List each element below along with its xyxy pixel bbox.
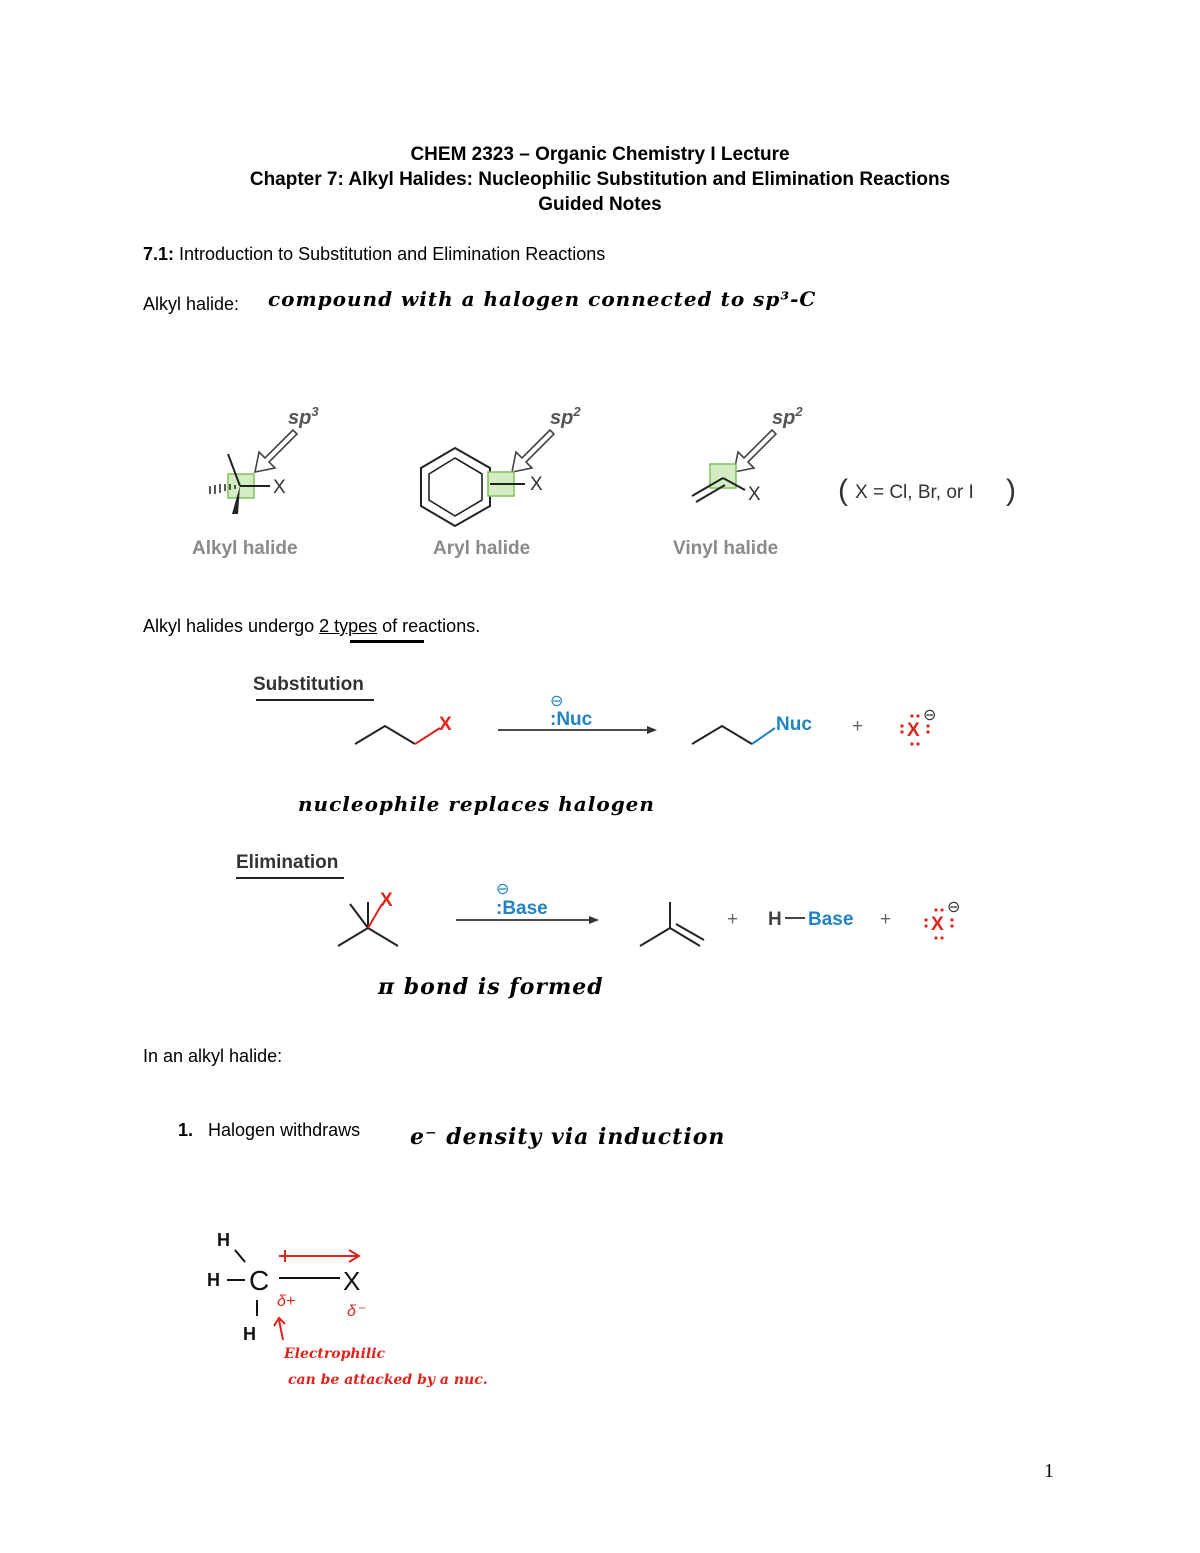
alkyl-halide-label: Alkyl halide (192, 538, 298, 559)
svg-text:sp2 (772, 404, 803, 429)
pointer-arrow-icon (279, 1320, 283, 1340)
substitution-plus: + (852, 716, 864, 737)
aryl-x: X (530, 474, 543, 495)
elimination-plus-2: + (880, 909, 892, 930)
elimination-handwritten-note: π bond is formed (378, 974, 604, 1000)
charge-icon: ⊖ (923, 707, 937, 724)
sketch-h-left: H (207, 1270, 220, 1290)
notes-subtitle: Guided Notes (538, 194, 662, 215)
substitution-product-nuc: Nuc (776, 714, 812, 735)
arrow-outline-icon (512, 430, 554, 472)
charge-icon: ⊖ (947, 899, 961, 916)
alkyl-halide-handwritten-definition: compound with a halogen connected to sp³-C (268, 287, 817, 311)
elimination-scheme (230, 846, 980, 956)
halogen-definition (838, 474, 1016, 507)
sketch-h-bottom: H (243, 1324, 256, 1344)
chapter-title: Chapter 7: Alkyl Halides: Nucleophilic Substitution and Elimination Reactions (249, 169, 951, 190)
point-1-number: 1. (178, 1120, 194, 1140)
elimination-hbase-base: Base (808, 909, 854, 930)
aryl-hybrid: sp (550, 407, 574, 429)
reaction-arrow-icon (647, 726, 657, 734)
svg-text:sp3 (288, 404, 319, 429)
point-1 (178, 1120, 360, 1141)
substitution-handwritten-note: nucleophile replaces halogen (298, 792, 655, 816)
handwritten-underline (350, 640, 424, 643)
substitution-scheme (240, 666, 960, 776)
arrow-outline-icon (255, 430, 297, 472)
elimination-leaving-group: X (380, 890, 393, 911)
elimination-reagent: :Base (496, 898, 548, 919)
aryl-hybrid-exp: 2 (573, 404, 581, 419)
substitution-reagent: :Nuc (550, 709, 593, 730)
sketch-h-top: H (217, 1230, 230, 1250)
vinyl-halide-structure (673, 404, 803, 559)
substitution-title: Substitution (253, 674, 364, 695)
charge-icon: ⊖ (550, 693, 564, 710)
svg-text:sp2 (550, 404, 581, 429)
svg-text:): ) (1006, 474, 1016, 507)
reactions-intro-after: of reactions. (377, 616, 481, 636)
aryl-halide-structure (421, 404, 581, 559)
alkyl-halide-label: Alkyl halide: (143, 294, 240, 314)
attack-note: can be attacked by a nuc. (288, 1372, 488, 1388)
vinyl-x: X (748, 484, 761, 505)
alkyl-hybrid: sp (288, 407, 312, 429)
delta-plus: δ+ (277, 1293, 296, 1310)
alkyl-x: X (273, 477, 286, 498)
reactions-intro (143, 616, 480, 637)
substitution-leaving-group: X (439, 714, 452, 735)
elimination-hbase-h: H (768, 909, 782, 930)
x-definition-text: X = Cl, Br, or I (855, 482, 974, 503)
sketch-halogen: X (343, 1266, 361, 1296)
delta-minus: δ⁻ (347, 1303, 365, 1320)
electrophilic-note: Electrophilic (284, 1346, 386, 1362)
section-title: Introduction to Substitution and Elimination Reactions (174, 244, 606, 264)
point-1-text: Halogen withdraws (208, 1120, 361, 1140)
section-number: 7.1: (143, 244, 175, 264)
reactions-intro-underlined: 2 types (319, 616, 378, 636)
arrow-outline-icon (734, 430, 776, 472)
svg-text:(: ( (838, 474, 848, 507)
benzene-ring (421, 448, 490, 526)
elimination-byproduct: X (931, 914, 944, 935)
elimination-plus-1: + (727, 909, 739, 930)
page-number: 1 (1044, 1460, 1054, 1482)
vinyl-hybrid: sp (772, 407, 796, 429)
reaction-arrow-icon (589, 916, 599, 924)
halide-types-figure (180, 390, 1040, 570)
vinyl-hybrid-exp: 2 (795, 404, 803, 419)
section-heading (143, 244, 605, 265)
elimination-title: Elimination (236, 852, 339, 873)
alkyl-halide-intro: In an alkyl halide: (143, 1046, 283, 1066)
alkyl-halide-structure (192, 404, 319, 559)
sketch-carbon: C (249, 1265, 270, 1296)
alkyl-hybrid-exp: 3 (311, 404, 319, 419)
point-1-handwritten: e⁻ density via induction (410, 1124, 726, 1150)
course-title: CHEM 2323 – Organic Chemistry I Lecture (410, 144, 790, 165)
aryl-halide-label: Aryl halide (433, 538, 531, 559)
substitution-byproduct: X (907, 720, 920, 741)
vinyl-halide-label: Vinyl halide (673, 538, 779, 559)
charge-icon: ⊖ (496, 881, 510, 898)
reactions-intro-before: Alkyl halides undergo (143, 616, 320, 636)
